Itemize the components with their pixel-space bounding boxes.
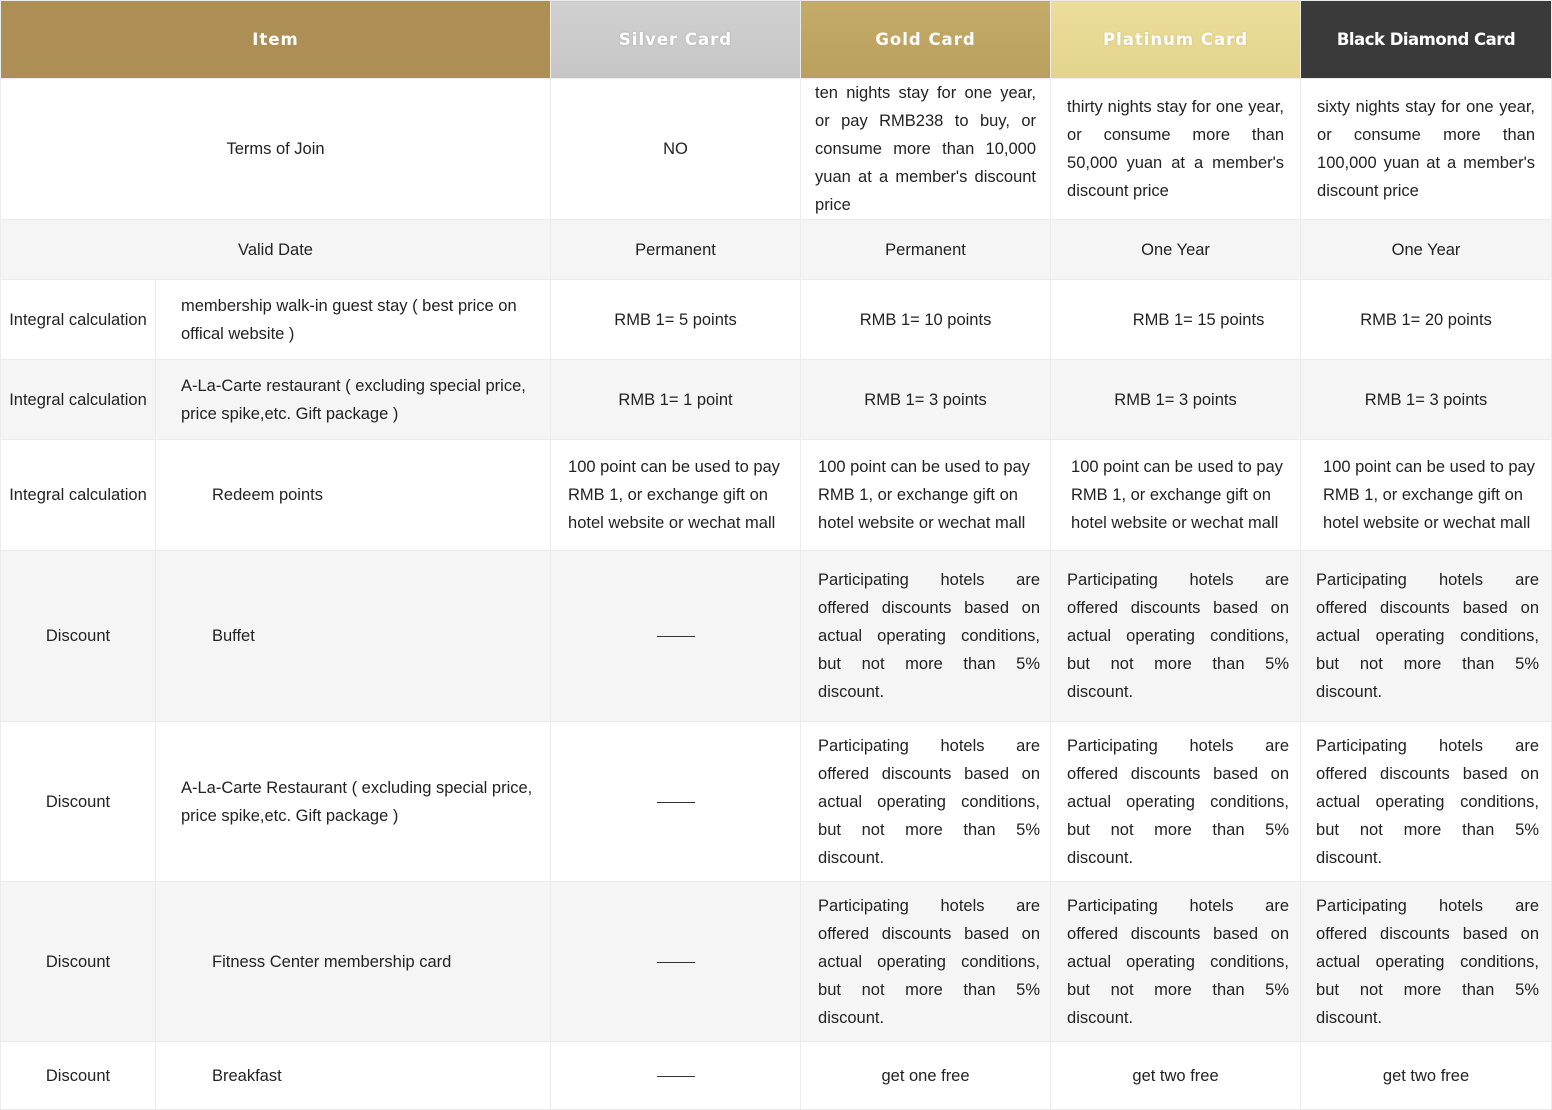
row-item: Redeem points bbox=[156, 440, 551, 551]
platinum-cell: Participating hotels are offered discounts based on actual operating conditions, but not more than 5% discount. bbox=[1051, 722, 1301, 882]
header-platinum-card: Platinum Card bbox=[1051, 1, 1301, 79]
silver-cell bbox=[551, 722, 801, 882]
black-diamond-cell: sixty nights stay for one year, or consume more than 100,000 yuan at a member's discount price bbox=[1301, 79, 1552, 220]
gold-cell: get one free bbox=[801, 1042, 1051, 1110]
black-diamond-cell: Participating hotels are offered discounts based on actual operating conditions, but not more than 5% discount. bbox=[1301, 882, 1552, 1042]
silver-cell: Permanent bbox=[551, 220, 801, 280]
row-category: Discount bbox=[1, 551, 156, 722]
table-row bbox=[1, 280, 1552, 360]
silver-cell: NO bbox=[551, 79, 801, 220]
platinum-cell: get two free bbox=[1051, 1042, 1301, 1110]
table-row bbox=[1, 722, 1552, 882]
black-diamond-cell: Participating hotels are offered discounts based on actual operating conditions, but not more than 5% discount. bbox=[1301, 722, 1552, 882]
row-category: Discount bbox=[1, 882, 156, 1042]
not-available-dash bbox=[657, 1076, 695, 1077]
table-row bbox=[1, 220, 1552, 280]
table-row bbox=[1, 79, 1552, 220]
platinum-cell: 100 point can be used to pay RMB 1, or exchange gift on hotel website or wechat mall bbox=[1051, 440, 1301, 551]
table-row bbox=[1, 440, 1552, 551]
table-row bbox=[1, 360, 1552, 440]
gold-cell: Participating hotels are offered discounts based on actual operating conditions, but not more than 5% discount. bbox=[801, 722, 1051, 882]
gold-cell: Participating hotels are offered discounts based on actual operating conditions, but not more than 5% discount. bbox=[801, 551, 1051, 722]
table-row bbox=[1, 551, 1552, 722]
not-available-dash bbox=[657, 962, 695, 963]
black-diamond-cell: RMB 1= 20 points bbox=[1301, 280, 1552, 360]
platinum-cell: thirty nights stay for one year, or consume more than 50,000 yuan at a member's discount price bbox=[1051, 79, 1301, 220]
gold-cell: ten nights stay for one year, or pay RMB238 to buy, or consume more than 10,000 yuan at a member's discount price bbox=[801, 79, 1051, 220]
silver-cell bbox=[551, 882, 801, 1042]
not-available-dash bbox=[657, 636, 695, 637]
row-item: Breakfast bbox=[156, 1042, 551, 1110]
silver-cell: RMB 1= 5 points bbox=[551, 280, 801, 360]
black-diamond-cell: Participating hotels are offered discounts based on actual operating conditions, but not more than 5% discount. bbox=[1301, 551, 1552, 722]
row-category: Discount bbox=[1, 1042, 156, 1110]
silver-cell: 100 point can be used to pay RMB 1, or exchange gift on hotel website or wechat mall bbox=[551, 440, 801, 551]
table-row bbox=[1, 882, 1552, 1042]
black-diamond-cell: 100 point can be used to pay RMB 1, or exchange gift on hotel website or wechat mall bbox=[1301, 440, 1552, 551]
header-black-diamond-card: Black Diamond Card bbox=[1301, 1, 1552, 79]
gold-cell: 100 point can be used to pay RMB 1, or exchange gift on hotel website or wechat mall bbox=[801, 440, 1051, 551]
row-category: Integral calculation bbox=[1, 440, 156, 551]
silver-cell bbox=[551, 1042, 801, 1110]
row-item: Buffet bbox=[156, 551, 551, 722]
gold-cell: Participating hotels are offered discounts based on actual operating conditions, but not more than 5% discount. bbox=[801, 882, 1051, 1042]
row-item: A-La-Carte restaurant ( excluding special price, price spike,etc. Gift package ) bbox=[156, 360, 551, 440]
row-label-terms-of-join: Terms of Join bbox=[1, 79, 551, 220]
header-gold-card: Gold Card bbox=[801, 1, 1051, 79]
platinum-cell: RMB 1= 3 points bbox=[1051, 360, 1301, 440]
row-category: Integral calculation bbox=[1, 280, 156, 360]
table-row bbox=[1, 1042, 1552, 1110]
row-item: Fitness Center membership card bbox=[156, 882, 551, 1042]
black-diamond-cell: One Year bbox=[1301, 220, 1552, 280]
header-row bbox=[1, 1, 1552, 79]
not-available-dash bbox=[657, 802, 695, 803]
black-diamond-cell: get two free bbox=[1301, 1042, 1552, 1110]
gold-cell: RMB 1= 3 points bbox=[801, 360, 1051, 440]
silver-cell: RMB 1= 1 point bbox=[551, 360, 801, 440]
row-category: Integral calculation bbox=[1, 360, 156, 440]
row-label-valid-date: Valid Date bbox=[1, 220, 551, 280]
platinum-cell: One Year bbox=[1051, 220, 1301, 280]
platinum-cell: Participating hotels are offered discounts based on actual operating conditions, but not more than 5% discount. bbox=[1051, 551, 1301, 722]
black-diamond-cell: RMB 1= 3 points bbox=[1301, 360, 1552, 440]
row-category: Discount bbox=[1, 722, 156, 882]
platinum-cell: RMB 1= 15 points bbox=[1051, 280, 1301, 360]
platinum-cell: Participating hotels are offered discounts based on actual operating conditions, but not more than 5% discount. bbox=[1051, 882, 1301, 1042]
header-silver-card: Silver Card bbox=[551, 1, 801, 79]
gold-cell: Permanent bbox=[801, 220, 1051, 280]
row-item: membership walk-in guest stay ( best price on offical website ) bbox=[156, 280, 551, 360]
silver-cell bbox=[551, 551, 801, 722]
row-item: A-La-Carte Restaurant ( excluding special price, price spike,etc. Gift package ) bbox=[156, 722, 551, 882]
gold-cell: RMB 1= 10 points bbox=[801, 280, 1051, 360]
header-item: Item bbox=[1, 1, 551, 79]
